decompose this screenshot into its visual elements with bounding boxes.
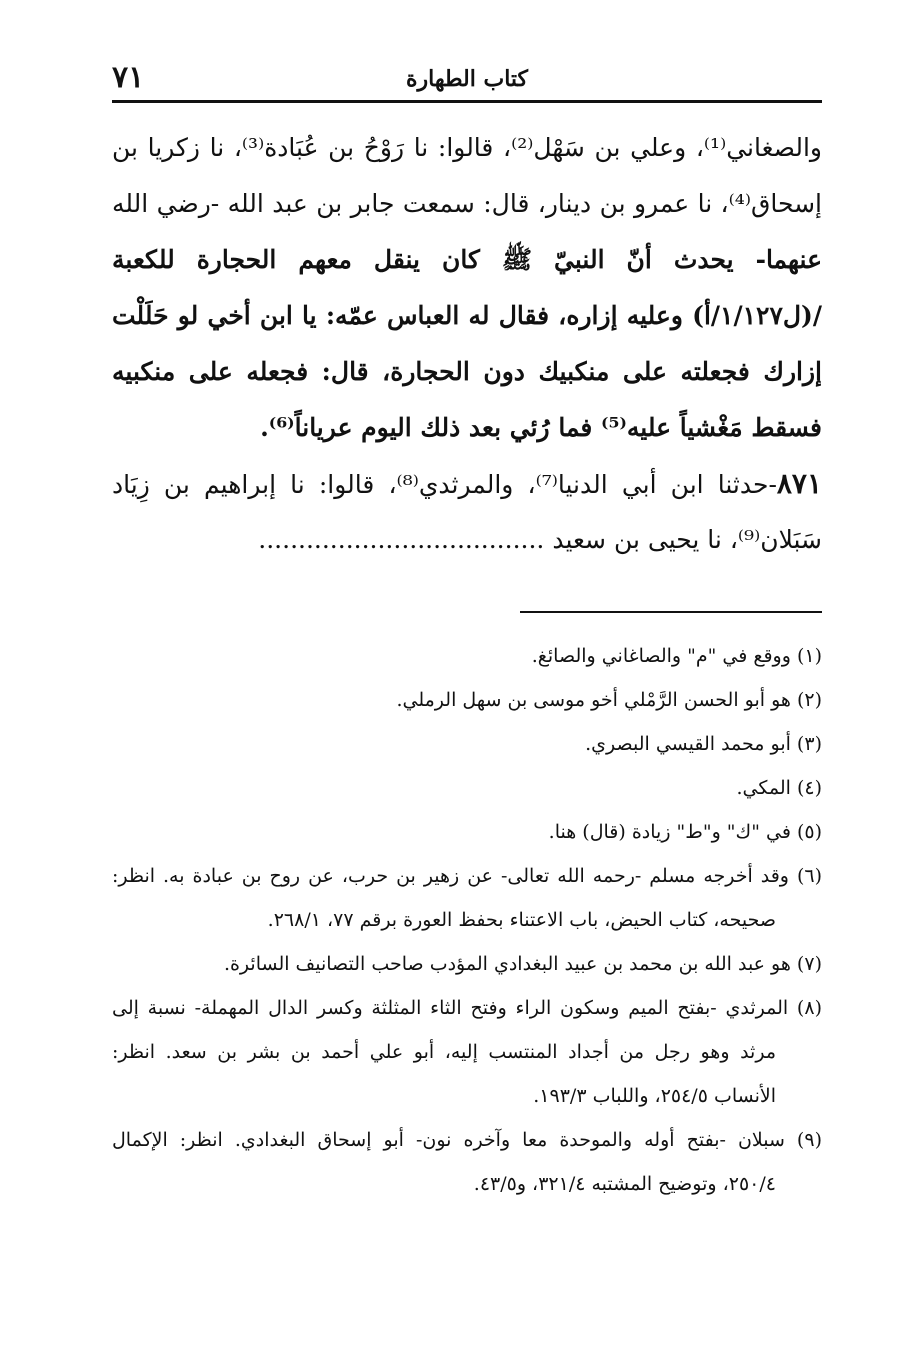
footnote-line: (٥) في "ك" و"ط" زيادة (قال) هنا. bbox=[548, 821, 822, 843]
footnote-line: (٨) المرثدي -بفتح الميم وسكون الراء وفتح الثاء المثلثة وكسر الدال المهملة- نسبة إلى bbox=[112, 997, 822, 1019]
footnote-separator bbox=[520, 611, 822, 613]
footnote-line: (٢) هو أبو الحسن الرَّمْلي أخو موسى بن سهل الرملي. bbox=[396, 689, 822, 711]
hadith-line bbox=[112, 456, 822, 512]
footnotes bbox=[112, 634, 822, 1206]
main-text-line: إسحاق⁽⁴⁾، نا عمرو بن دينار، قال: سمعت جابر بن عبد الله -رضي الله bbox=[112, 189, 822, 218]
page-header bbox=[112, 60, 822, 103]
page-number: ٧١ bbox=[112, 60, 145, 95]
main-text-line: فسقط مَغْشياً عليه⁽⁵⁾ فما رُئي بعد ذلك اليوم عرياناً⁽⁶⁾. bbox=[260, 413, 822, 442]
hadith-number: ٨٧١ bbox=[776, 467, 822, 500]
footnote-line: مرثد وهو رجل من أجداد المنتسب إليه، أبو علي أحمد بن بشر بن سعد. انظر: bbox=[112, 1041, 776, 1063]
footnote-line: (٤) المكي. bbox=[736, 777, 822, 799]
footnote-line: صحيحه، كتاب الحيض، باب الاعتناء بحفظ العورة برقم ٧٧، ٢٦٨/١. bbox=[267, 909, 776, 931]
main-text-line: /(ل١/١٢٧/أ) وعليه إزاره، فقال له العباس عمّه: يا ابن أخي لو حَلَلْت bbox=[112, 301, 822, 330]
footnote-line: (٦) وقد أخرجه مسلم -رحمه الله تعالى- عن زهير بن حرب، عن روح بن عبادة به. انظر: bbox=[112, 865, 822, 887]
footnote-line: (١) ووقع في "م" والصاغاني والصائغ. bbox=[531, 645, 822, 667]
main-text-line: والصغاني⁽¹⁾، وعلي بن سَهْل⁽²⁾، قالوا: نا رَوْحُ بن عُبَادة⁽³⁾، نا زكريا بن bbox=[112, 133, 822, 162]
footnote-line: الأنساب ٢٥٤/٥، واللباب ١٩٣/٣. bbox=[533, 1085, 776, 1107]
footnote-1 bbox=[112, 634, 822, 678]
footnote-7 bbox=[112, 942, 822, 986]
main-text-line-start: عنهما- يحدث أنّ النبيّ ﷺ كان ينقل معهم الحجارة للكعبة bbox=[112, 245, 822, 274]
footnote-4 bbox=[112, 766, 822, 810]
footnote-8 bbox=[112, 986, 822, 1118]
main-text-line: إزارك فجعلته على منكبيك دون الحجارة، قال: فجعله على منكبيه bbox=[112, 357, 822, 386]
footnote-3 bbox=[112, 722, 822, 766]
hadith-line bbox=[112, 512, 822, 568]
running-title: كتاب الطهارة bbox=[405, 66, 529, 92]
footnote-line: (٧) هو عبد الله بن محمد بن عبيد البغدادي المؤدب صاحب التصانيف السائرة. bbox=[223, 953, 822, 975]
footnote-line: (٣) أبو محمد القيسي البصري. bbox=[585, 733, 822, 755]
footnote-line: ٢٥٠/٤، وتوضيح المشتبه ٣٢١/٤، و٤٣/٥. bbox=[473, 1173, 776, 1195]
footnote-2 bbox=[112, 678, 822, 722]
footnote-6 bbox=[112, 854, 822, 942]
ellipsis-dots: .................................... bbox=[258, 525, 545, 554]
main-text-line bbox=[112, 232, 822, 288]
main-text bbox=[112, 120, 822, 568]
footnote-line: (٩) سبلان -بفتح أوله والموحدة معا وآخره نون- أبو إسحاق البغدادي. انظر: الإكمال bbox=[112, 1129, 822, 1151]
footnote-5 bbox=[112, 810, 822, 854]
footnote-9 bbox=[112, 1118, 822, 1206]
hadith-text: سَبَلان⁽⁹⁾، نا يحيى بن سعيد bbox=[552, 525, 822, 554]
hadith-text: -حدثنا ابن أبي الدنيا⁽⁷⁾، والمرثدي⁽⁸⁾، قالوا: نا إبراهيم بن زِيَاد bbox=[112, 470, 777, 499]
